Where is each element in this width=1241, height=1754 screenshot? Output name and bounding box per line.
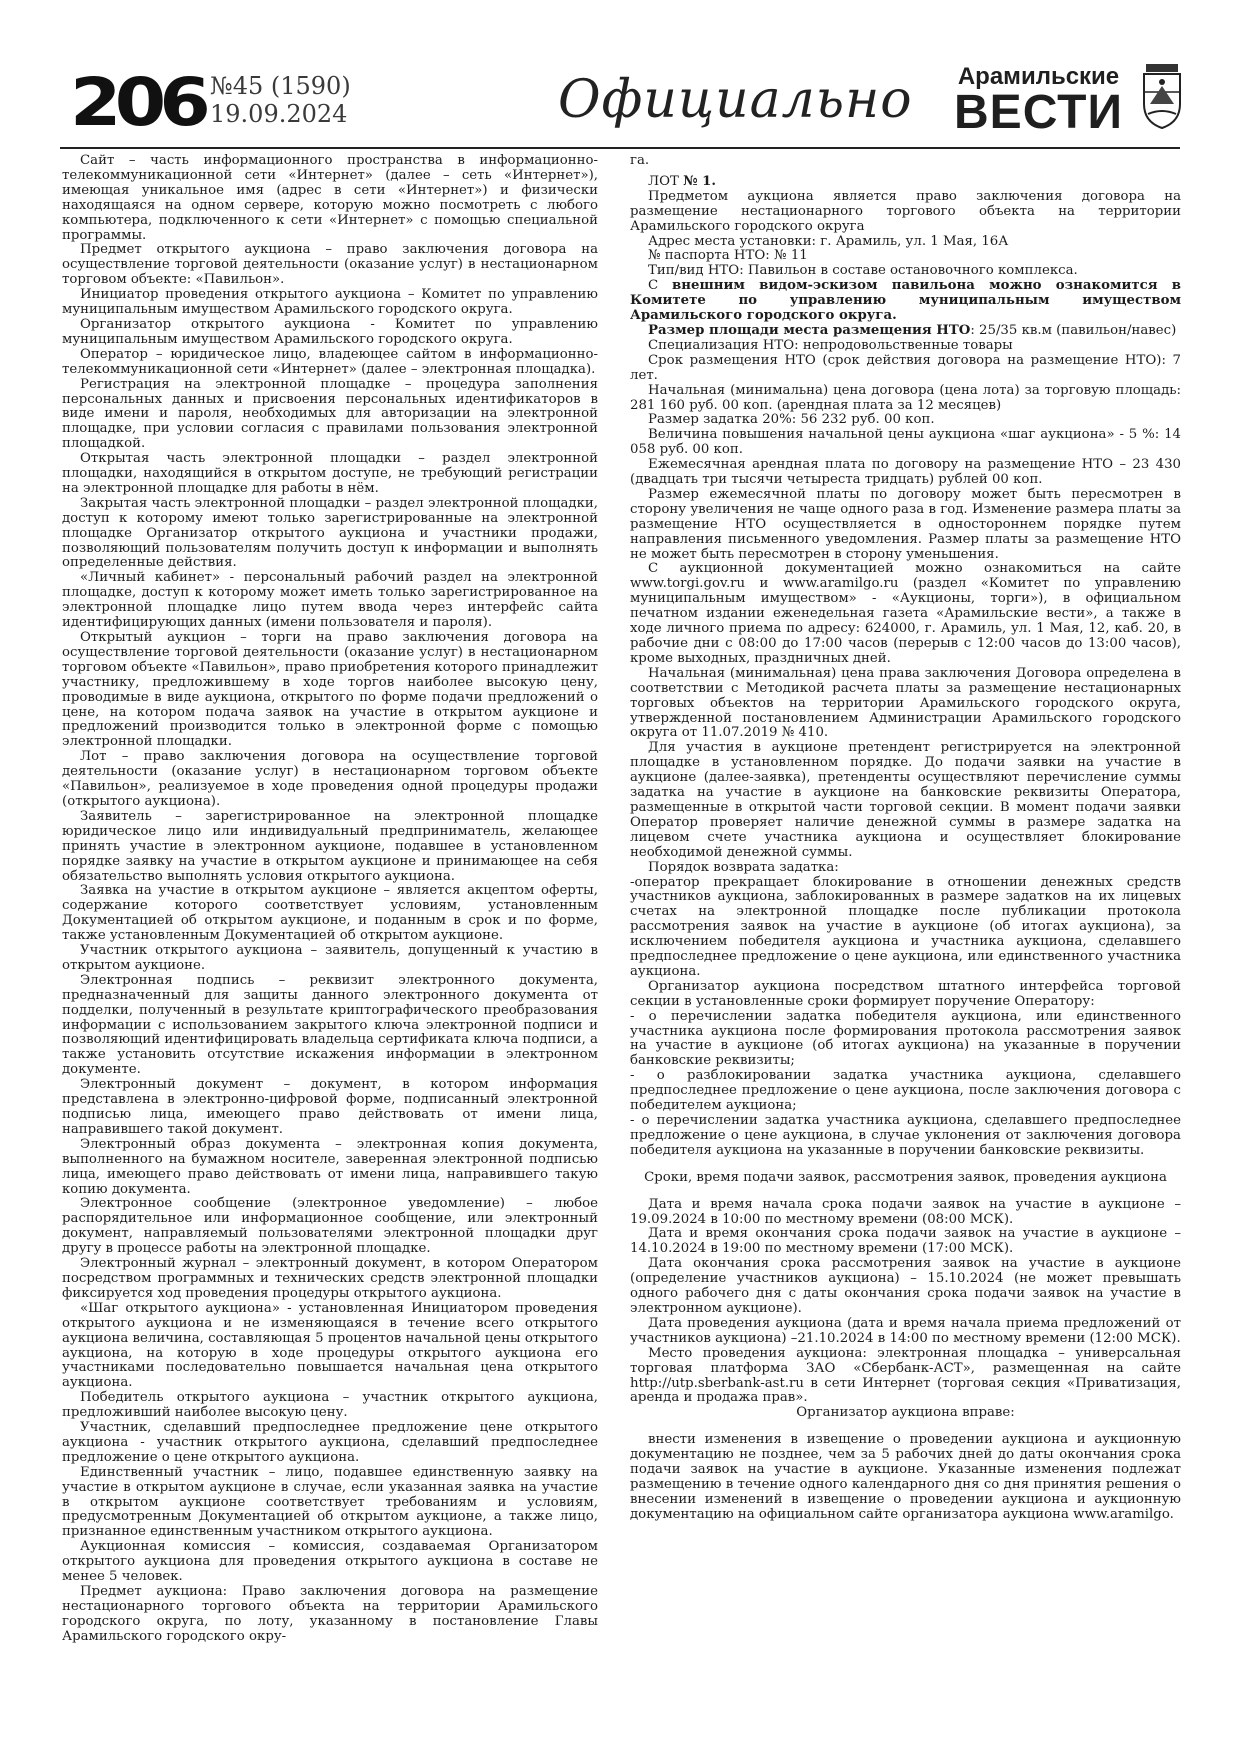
paragraph: «Шаг открытого аукциона» - установленная Инициатором проведения открытого аукциона и не изменяющаяся в течение всего открытого аукциона величина, составляющая 5 процентов начальной цены открытого аукциона, на которую в ходе процедуры открытого аукциона его участниками последовательно повышается начальная цена открытого аукциона. bbox=[62, 1300, 598, 1391]
paragraph: Величина повышения начальной цены аукциона «шаг аукциона» - 5 %: 14 058 руб. 00 коп. bbox=[630, 427, 1181, 458]
section-subheading: Организатор аукциона вправе: bbox=[796, 1405, 1015, 1421]
header-rule bbox=[60, 147, 1180, 149]
paragraph: Срок размещения НТО (срок действия договора на размещение НТО): 7 лет. bbox=[630, 352, 1181, 383]
paragraph: - о перечислении задатка победителя аукциона, или единственного участника аукциона после формирования протокола рассмотрения заявок на участие в аукционе (об итогах аукциона) на указанные в поручении банковские реквизиты; bbox=[630, 1008, 1181, 1069]
paragraph: Специализация НТО: непродовольственные товары bbox=[648, 337, 1013, 353]
paragraph: Сайт – часть информационного пространства в информационно-телекоммуникационной сети «Интернет» (далее – сеть «Интернет»), имеющая уникальное имя (адрес в сети «Интернет») и физически находящаяся на одном сервере, которую можно посмотреть с любого компьютера, подключенного к сети «Интернет» с помощью специальной программы. bbox=[62, 153, 598, 243]
lot-heading bbox=[630, 175, 1181, 190]
paragraph: Предмет открытого аукциона – право заключения договора на осуществление торговой деятельности (оказание услуг) в нестационарном торговом объекте: «Павильон». bbox=[62, 242, 598, 288]
paragraph: С аукционной документацией можно ознакомиться на сайте www.torgi.gov.ru и www.aramilgo.ru (раздел «Комитет по управлению муниципальным имуществом» - «Аукционы, торги»), в официальном печатном издании еженедельная газета «Арамильские вести», а также в ходе личного приема по адресу: 624000, г. Арамиль, ул. 1 Мая, 12, каб. 20, в рабочие дни с 08:00 до 17:00 часов (перерыв с 12:00 часов до 13:00 часов), кроме выходных, праздничных дней. bbox=[630, 561, 1181, 666]
paragraph: Дата и время окончания срока подачи заявок на участие в аукционе – 14.10.2024 в 19:00 по местному времени (17:00 МСК). bbox=[630, 1226, 1181, 1257]
paragraph: Размер задатка 20%: 56 232 руб. 00 коп. bbox=[648, 412, 935, 428]
paragraph: Предмет аукциона: Право заключения договора на размещение нестационарного торгового объекта на территории Арамильского городского округа, по лоту, указанному в постановление Главы Арамильского городского окру- bbox=[62, 1584, 598, 1644]
paragraph: - о разблокировании задатка участника аукциона, сделавшего предпоследнее предложение о цене аукциона, после заключения договора с победителем аукциона; bbox=[630, 1068, 1181, 1114]
paragraph: Электронный образ документа – электронная копия документа, выполненного на бумажном носителе, заверенная электронной подписью лица, имеющего право действовать от имени лица, направившего такую копию документа. bbox=[62, 1136, 598, 1197]
issue-date: 19.09.2024 bbox=[210, 100, 348, 128]
page-header bbox=[70, 64, 1180, 144]
area-line bbox=[630, 324, 1181, 339]
paragraph: Оператор – юридическое лицо, владеющее сайтом в информационно-телекоммуникационной сети «Интернет» (далее – электронная площадка). bbox=[62, 346, 598, 377]
issue-number: №45 (1590) bbox=[210, 72, 351, 100]
paragraph: Электронное сообщение (электронное уведомление) – любое распорядительное или информационное сообщение, или электронный документ, направляемый пользователями электронной площадки друг другу в процессе работы на электронной площадке. bbox=[62, 1196, 598, 1257]
paragraph: Порядок возврата задатка: bbox=[648, 859, 839, 875]
section-title: Официально bbox=[558, 70, 913, 130]
left-column bbox=[62, 154, 598, 1645]
right-column bbox=[630, 154, 1181, 1523]
issue-info bbox=[210, 72, 351, 128]
paragraph: «Личный кабинет» - персональный рабочий раздел на электронной площадке, доступ к которому может иметь только зарегистрированное на электронной площадке лицо путем ввода через интерфейс сайта идентифицирующих данных (имени пользователя и пароля). bbox=[62, 570, 598, 631]
paragraph: Организатор аукциона посредством штатного интерфейса торговой секции в установленные сроки формирует поручение Оператору: bbox=[630, 978, 1181, 1009]
logo-top-text: Арамильские bbox=[957, 63, 1120, 90]
paragraph: Дата и время начала срока подачи заявок на участие в аукционе – 19.09.2024 в 10:00 по местному времени (08:00 МСК). bbox=[630, 1196, 1181, 1227]
paragraph: Размер ежемесячной платы по договору может быть пересмотрен в сторону увеличения не чаще одного раза в год. Изменение размера платы за размещение НТО осуществляется в одностороннем порядке путем направления письменного уведомления. Размер платы за размещение НТО не может быть пересмотрен в сторону уменьшения. bbox=[630, 486, 1181, 562]
paragraph: Адрес места установки: г. Арамиль, ул. 1 Мая, 16А bbox=[648, 233, 1009, 249]
paragraph: Закрытая часть электронной площадки – раздел электронной площадки, доступ к которому имеют только зарегистрированные на электронной площадке Организатор открытого аукциона и участники продажи, позволяющий пользователям получить доступ к информации и выполнять определенные действия. bbox=[62, 495, 598, 571]
paragraph: Инициатор проведения открытого аукциона – Комитет по управлению муниципальным имуществом Арамильского городского округа. bbox=[62, 287, 598, 318]
paragraph: Заявка на участие в открытом аукционе – является акцептом оферты, содержание которого соответствует условиям, установленным Документацией об открытом аукционе, и поданным в срок и по форме, также установленным Документацией об открытом аукционе. bbox=[62, 883, 598, 944]
paragraph: внести изменения в извещение о проведении аукциона и аукционную документацию не позднее, чем за 5 рабочих дней до даты окончания срока подачи заявок на участие в аукционе. Указанные изменения подлежат размещению в течение одного календарного дня со дня принятия решения о внесении изменений в извещение о проведении аукциона и аукционную документацию на официальном сайте организатора аукциона www.aramilgo. bbox=[630, 1432, 1181, 1522]
paragraph: Аукционная комиссия – комиссия, создаваемая Организатором открытого аукциона для проведения открытого аукциона в составе не менее 5 человек. bbox=[62, 1539, 598, 1585]
paragraph: Открытый аукцион – торги на право заключения договора на осуществление торговой деятельности (оказание услуг) в нестационарном торговом объекте «Павильон», право приобретения которого принадлежит участнику, предложившему в ходе торгов наиболее высокую цену, проводимые в виде аукциона, открытого по форме подачи предложений о цене, на котором подача заявок на участие в открытом аукционе и предложений производится только в электронной форме с помощью электронной площадки. bbox=[62, 630, 598, 750]
coat-of-arms-icon bbox=[1140, 64, 1184, 130]
paragraph: - о перечислении задатка участника аукциона, сделавшего предпоследнее предложение о цене аукциона, в случае уклонения от заключения договора победителя аукциона на указанные в поручении банковские реквизиты. bbox=[630, 1113, 1181, 1158]
paragraph: Начальная (минимальная) цена права заключения Договора определена в соответствии с Методикой расчета платы за размещение нестационарных торговых объектов на территории Арамильского городского округа, утвержденной постановлением Администрации Арамильского городского округа от 11.07.2019 № 410. bbox=[630, 665, 1181, 741]
paragraph: Открытая часть электронной площадки – раздел электронной площадки, находящийся в открытом доступе, не требующий регистрации на электронной площадке для работы в нём. bbox=[62, 451, 598, 496]
sketch-notice bbox=[630, 279, 1181, 324]
paragraph: Электронный журнал – электронный документ, в котором Оператором посредством программных и технических средств электронной площадки фиксируется ход проведения процедуры открытого аукциона. bbox=[62, 1256, 598, 1301]
paragraph: Для участия в аукционе претендент регистрируется на электронной площадке в установленном порядке. До подачи заявки на участие в аукционе (далее-заявка), претенденты осуществляют перечисление суммы задатка на участие в аукционе на банковские реквизиты Оператора, размещенные в открытой части торговой секции. В момент подачи заявки Оператор проверяет наличие денежной суммы в размере задатка на лицевом счете участника аукциона и осуществляет блокирование необходимой денежной суммы. bbox=[630, 740, 1181, 860]
paragraph: Единственный участник – лицо, подавшее единственную заявку на участие в открытом аукционе в случае, если указанная заявка на участие в открытом аукционе соответствует требованиям и условиям, предусмотренным Документацией об открытом аукционе, а также лицо, признанное единственным участником открытого аукциона. bbox=[62, 1464, 598, 1540]
area-label: Размер площади места размещения НТО bbox=[648, 322, 971, 338]
paragraph: Тип/вид НТО: Павильон в составе остановочного комплекса. bbox=[648, 263, 1078, 279]
paragraph: Победитель открытого аукциона – участник открытого аукциона, предложивший наиболее высокую цену. bbox=[62, 1390, 598, 1421]
paragraph: Участник открытого аукциона – заявитель, допущенный к участию в открытом аукционе. bbox=[62, 943, 598, 973]
paragraph: Электронная подпись – реквизит электронного документа, предназначенный для защиты данного электронного документа от подделки, полученный в результате криптографического преобразования информации с использованием закрытого ключа электронной подписи и позволяющий идентифицировать владельца сертификата ключа подписи, а также установить отсутствие искажения информации в электронном документе. bbox=[62, 972, 598, 1078]
area-value: : 25/35 кв.м (павильон/навес) bbox=[970, 322, 1177, 338]
paragraph: -оператор прекращает блокирование в отношении денежных средств участников аукциона, заблокированных в размере задатков на их лицевых счетах на электронной площадке после публикации протокола рассмотрения заявок на участие в аукционе (об итогах аукциона), за исключением победителя аукциона и участника аукциона, сделавшего предпоследнее предложение о цене аукциона, или единственного участника аукциона. bbox=[630, 874, 1181, 979]
paragraph: № паспорта НТО: № 11 bbox=[648, 248, 808, 264]
sketch-prefix: С bbox=[648, 278, 673, 294]
paragraph: Лот – право заключения договора на осуществление торговой деятельности (оказание услуг) в нестационарном торговом объекте «Павильон», реализуемое в ходе проведения одной процедуры продажи (открытого аукциона). bbox=[62, 749, 598, 809]
paragraph: Ежемесячная арендная плата по договору на размещение НТО – 23 430 (двадцать три тысячи четыреста тридцать) рублей 00 коп. bbox=[630, 457, 1181, 488]
paragraph: Дата окончания срока рассмотрения заявок на участие в аукционе (определение участников аукциона) – 15.10.2024 (не может превышать одного рабочего дня с даты окончания срока подачи заявок на участие в электронном аукционе). bbox=[630, 1256, 1181, 1316]
newspaper-logo bbox=[946, 63, 1131, 139]
paragraph: Организатор открытого аукциона - Комитет по управлению муниципальным имуществом Арамильского городского округа. bbox=[62, 316, 598, 347]
logo-bottom-text: ВЕСТИ bbox=[954, 86, 1123, 139]
section-subheading: Сроки, время подачи заявок, рассмотрения заявок, проведения аукциона bbox=[644, 1169, 1167, 1185]
lot-number: № 1. bbox=[683, 173, 717, 189]
paragraph: Регистрация на электронной площадке – процедура заполнения персональных данных и присвоения персональных идентификаторов в виде имени и пароля, необходимых для авторизации на электронной площадке, при условии согласия с правилами пользования электронной площадкой. bbox=[62, 376, 598, 452]
sketch-bold: внешним видом-эскизом павильона можно ознакомится в Комитете по управлению муниципальным имуществом Арамильского городского округа. bbox=[630, 278, 1181, 324]
continuation-text: га. bbox=[630, 153, 650, 168]
paragraph: Электронный документ – документ, в котором информация представлена в электронно-цифровой форме, подписанный электронной подписью лица, имеющего право действовать от имени лица, направившего такой документ. bbox=[62, 1077, 598, 1137]
paragraph: Начальная (минимальна) цена договора (цена лота) за торговую площадь: 281 160 руб. 00 коп. (арендная плата за 12 месяцев) bbox=[630, 382, 1181, 413]
paragraph: Участник, сделавший предпоследнее предложение цене открытого аукциона - участник открытого аукциона, сделавший предпоследнее предложение о цене открытого аукциона. bbox=[62, 1420, 598, 1465]
lot-label: ЛОТ bbox=[648, 173, 684, 189]
paragraph: Дата проведения аукциона (дата и время начала приема предложений от участников аукциона) –21.10.2024 в 14:00 по местному времени (12:00 МСК). bbox=[630, 1315, 1181, 1346]
paragraph: Место проведения аукциона: электронная площадка – универсальная торговая платформа ЗАО «Сбербанк-АСТ», размещенная на сайте http://utp.sberbank-ast.ru в сети Интернет (торговая секция «Приватизация, аренда и продажа прав». bbox=[630, 1345, 1181, 1406]
page-number: 206 bbox=[70, 64, 205, 141]
paragraph: Заявитель – зарегистрированное на электронной площадке юридическое лицо или индивидуальный предприниматель, желающее принять участие в электронном аукционе, подавшее в установленном порядке заявку на участие в открытом аукционе и принимающее на себя обязательство выполнять условия открытого аукциона. bbox=[62, 808, 598, 884]
paragraph: Предметом аукциона является право заключения договора на размещение нестационарного торгового объекта на территории Арамильского городского округа bbox=[630, 188, 1181, 234]
